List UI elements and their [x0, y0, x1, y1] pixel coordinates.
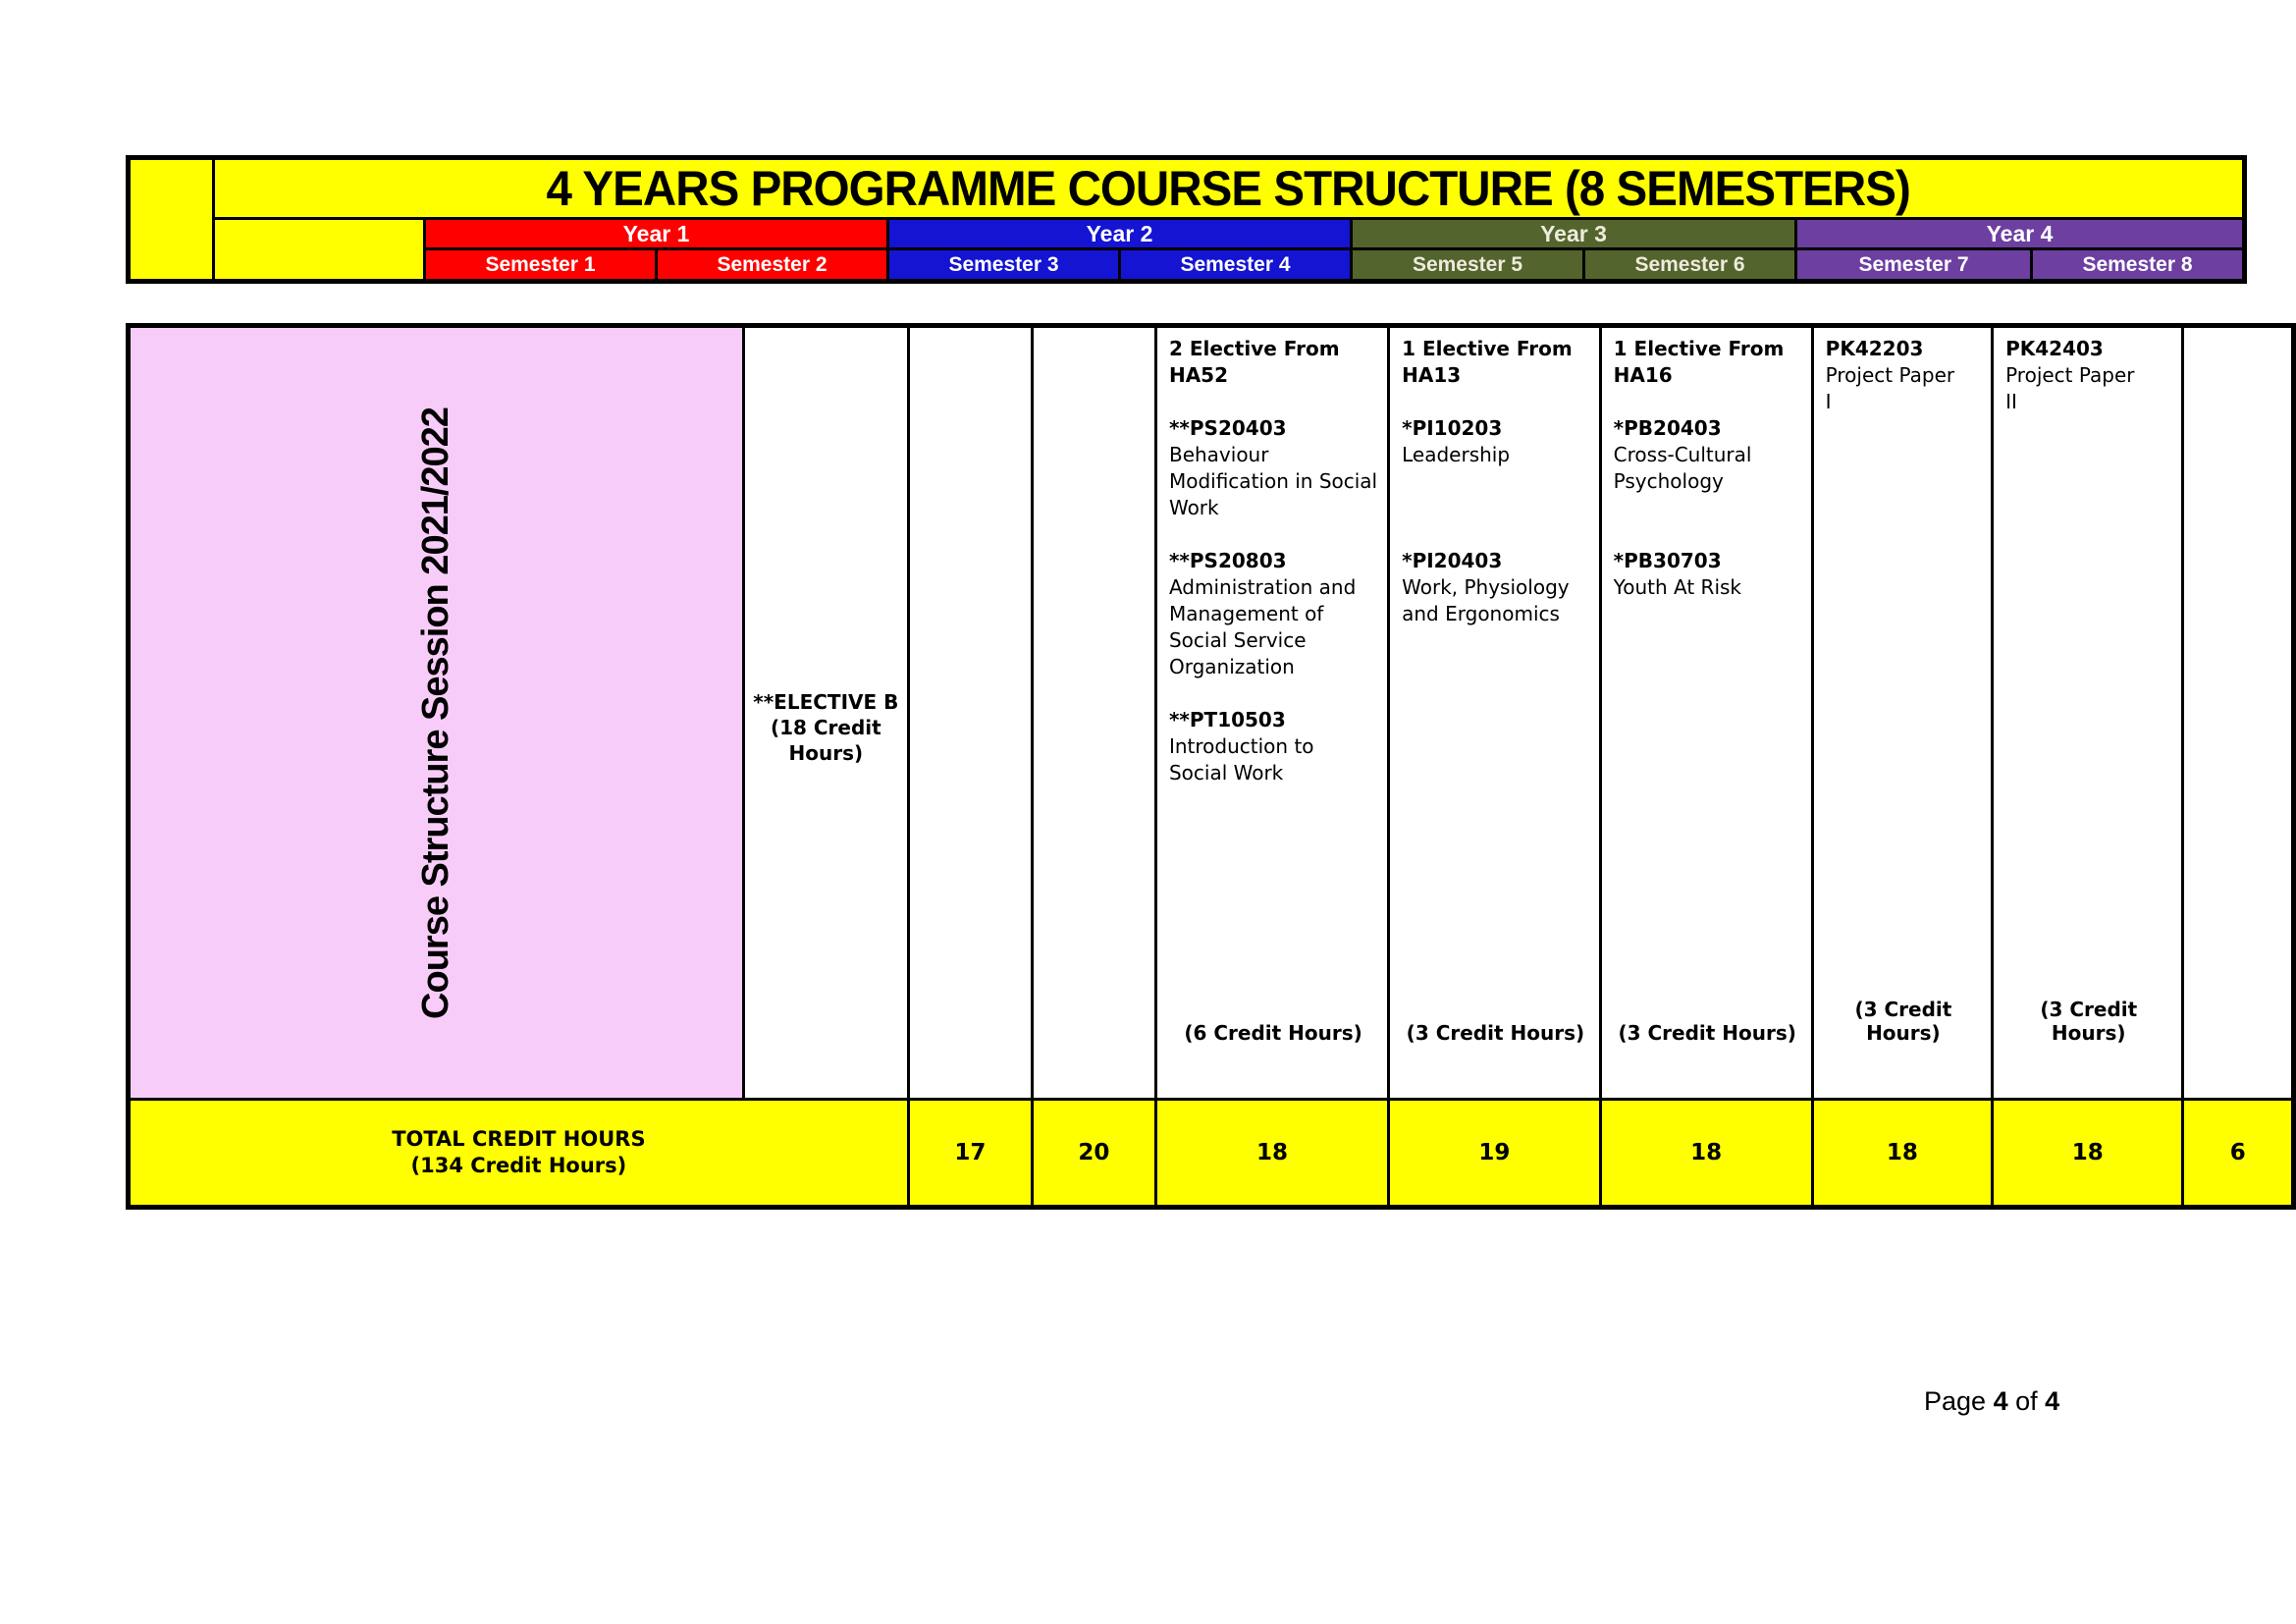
- course-code-line: *PI20403: [1402, 549, 1503, 572]
- course-title-line: Behaviour: [1168, 443, 1269, 466]
- course-code-line: PK42203: [1825, 337, 1924, 360]
- total-semester-5: 18: [1600, 1100, 1812, 1208]
- elective-note-line: Hours): [788, 741, 864, 765]
- semester-1-body-cell: [908, 326, 1032, 1100]
- credit-hours-label: (3 Credit Hours): [1406, 1021, 1585, 1045]
- semester-2-body-cell: [1032, 326, 1155, 1100]
- course-title-line: Organization: [1168, 655, 1295, 678]
- semester-course-list: [1390, 328, 1599, 1096]
- course-title-line: [1402, 521, 1589, 548]
- semester-4-header: Semester 4: [1120, 249, 1352, 282]
- total-semester-6: 18: [1812, 1100, 1992, 1208]
- semester-8-body-cell: [2183, 326, 2294, 1100]
- year-2-header: Year 2: [888, 219, 1352, 249]
- course-title-line: [1614, 389, 1801, 415]
- course-code-line: PK42403: [2005, 337, 2104, 360]
- total-credit-hours-label-cell: [129, 1100, 909, 1208]
- elective-note-line: (18 Credit: [770, 716, 881, 739]
- course-title-line: [1614, 521, 1801, 548]
- course-title-line: Administration and: [1168, 575, 1357, 599]
- semester-course-list: [1814, 328, 1991, 1096]
- course-title-line: [1614, 495, 1801, 521]
- course-code-line: HA52: [1168, 363, 1229, 387]
- total-credit-hours-label: TOTAL CREDIT HOURS: [392, 1127, 646, 1151]
- credit-hours-label: (3 Credit Hours): [1618, 1021, 1796, 1045]
- page-total: 4: [2045, 1386, 2060, 1416]
- course-title-line: Project Paper: [2005, 363, 2135, 387]
- semester-3-header: Semester 3: [888, 249, 1120, 282]
- semester-course-list: [1157, 328, 1387, 1096]
- course-title-line: I: [1825, 390, 1832, 413]
- header-table: [126, 155, 2247, 284]
- elective-note-line: **ELECTIVE B: [753, 690, 899, 714]
- semester-course-list: [910, 328, 1031, 1096]
- semester-3-body-cell: [1155, 326, 1388, 1100]
- course-title-line: [1169, 680, 1377, 707]
- semester-6-header: Semester 6: [1584, 249, 1796, 282]
- semester-course-list: [2184, 328, 2291, 1096]
- semester-7-header: Semester 7: [1796, 249, 2032, 282]
- semester-4-body-cell: [1389, 326, 1601, 1100]
- semester-7-body-cell: [1993, 326, 2183, 1100]
- semester-course-list: [1034, 328, 1154, 1096]
- course-title-line: Management of: [1168, 602, 1324, 625]
- year-4-header: Year 4: [1796, 219, 2245, 249]
- elective-note-cell: [743, 326, 908, 1100]
- credit-hours-label: (3 Credit Hours): [1854, 998, 1952, 1045]
- course-title-line: [1169, 389, 1377, 415]
- course-code-line: *PB30703: [1613, 549, 1722, 572]
- total-credit-hours-sublabel: (134 Credit Hours): [410, 1154, 627, 1177]
- course-code-line: HA16: [1613, 363, 1673, 387]
- course-title-line: Work: [1168, 496, 1219, 519]
- year-3-header: Year 3: [1352, 219, 1796, 249]
- course-title-line: Project Paper: [1825, 363, 1955, 387]
- course-title-line: Introduction to: [1168, 734, 1314, 758]
- page-number: 4: [1993, 1386, 2008, 1416]
- course-code-line: *PI10203: [1402, 416, 1503, 440]
- total-semester-4: 19: [1389, 1100, 1601, 1208]
- credit-hours-label: (3 Credit Hours): [2040, 998, 2138, 1045]
- course-title-line: Cross-Cultural: [1613, 443, 1752, 466]
- programme-title: 4 YEARS PROGRAMME COURSE STRUCTURE (8 SEMESTERS): [546, 161, 1911, 216]
- programme-title-cell: [214, 158, 2245, 219]
- semester-6-body-cell: [1812, 326, 1992, 1100]
- course-code-line: **PS20803: [1168, 549, 1287, 572]
- course-title-line: [1402, 495, 1589, 521]
- course-title-line: Social Service: [1168, 628, 1307, 652]
- course-code-line: *PB20403: [1613, 416, 1722, 440]
- credit-hours-label: (6 Credit Hours): [1184, 1021, 1362, 1045]
- session-label-cell: [129, 326, 744, 1100]
- course-title-line: Work, Physiology: [1402, 575, 1570, 599]
- course-title-line: Modification in Social: [1168, 469, 1378, 493]
- course-title-line: Youth At Risk: [1613, 575, 1742, 599]
- of-label: of: [2015, 1386, 2038, 1416]
- year-1-header: Year 1: [425, 219, 888, 249]
- course-title-line: Leadership: [1402, 443, 1511, 466]
- total-semester-7: 18: [1993, 1100, 2183, 1208]
- course-code-line: **PT10503: [1168, 708, 1286, 731]
- header-blank-cell: [214, 219, 425, 282]
- semester-5-header: Semester 5: [1352, 249, 1584, 282]
- course-code-line: 1 Elective From: [1402, 337, 1573, 360]
- session-label: Course Structure Session 2021/2022: [414, 406, 456, 1019]
- total-semester-3: 18: [1155, 1100, 1388, 1208]
- course-title-line: Social Work: [1168, 761, 1284, 785]
- semester-course-list: [1994, 328, 2181, 1096]
- course-body-table: [126, 323, 2296, 1210]
- course-title-line: [1402, 468, 1589, 495]
- semester-course-list: [1602, 328, 1811, 1096]
- semester-5-body-cell: [1600, 326, 1812, 1100]
- course-title-line: Psychology: [1613, 469, 1724, 493]
- page-label: Page: [1924, 1386, 1987, 1416]
- course-title-line: [1169, 521, 1377, 548]
- total-semester-1: 17: [908, 1100, 1032, 1208]
- total-semester-2: 20: [1032, 1100, 1155, 1208]
- elective-note: [745, 689, 907, 766]
- semester-2-header: Semester 2: [657, 249, 888, 282]
- page-footer: [1924, 1386, 2059, 1417]
- course-title-line: and Ergonomics: [1402, 602, 1560, 625]
- course-code-line: 1 Elective From: [1613, 337, 1785, 360]
- course-code-line: HA13: [1402, 363, 1462, 387]
- total-semester-8: 6: [2183, 1100, 2294, 1208]
- course-title-line: [1402, 389, 1589, 415]
- semester-8-header: Semester 8: [2032, 249, 2245, 282]
- semester-1-header: Semester 1: [425, 249, 657, 282]
- header-left-spacer-cell: [129, 158, 214, 282]
- course-code-line: 2 Elective From: [1168, 337, 1340, 360]
- course-code-line: **PS20403: [1168, 416, 1287, 440]
- course-title-line: II: [2005, 390, 2017, 413]
